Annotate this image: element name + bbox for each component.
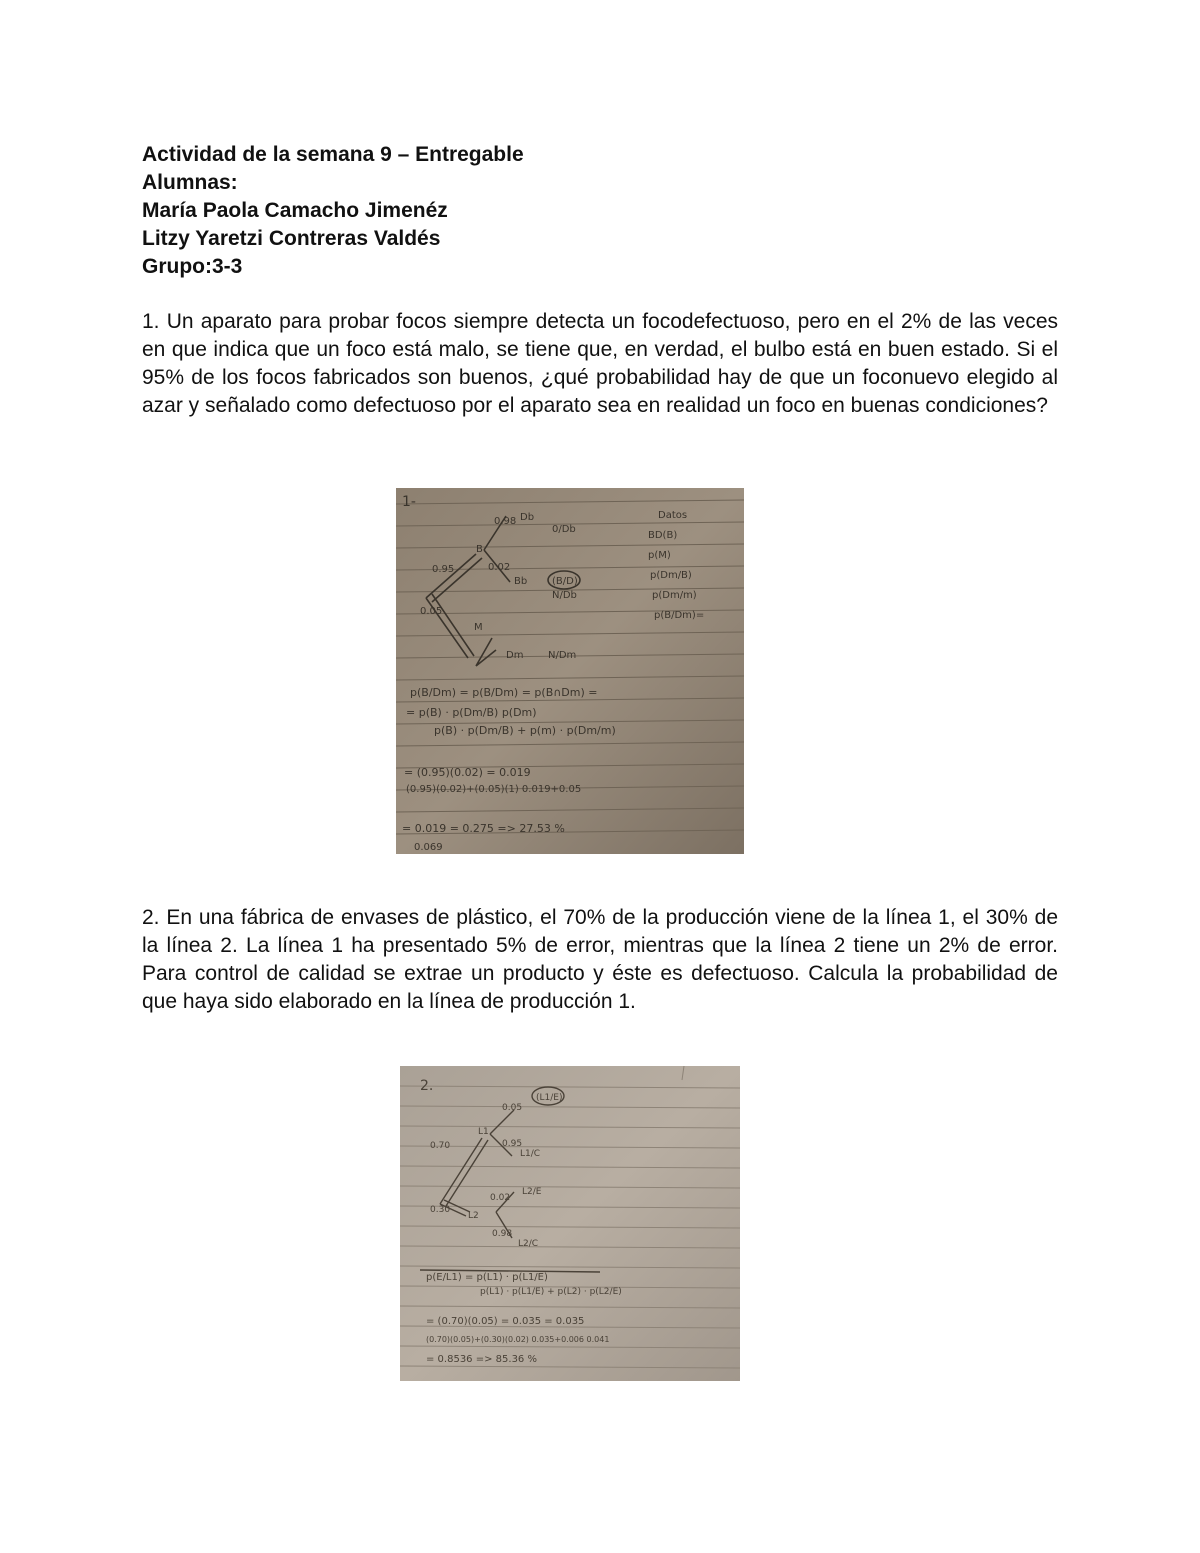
question-1-text: 1. Un aparato para probar focos siempre detecta un focodefectuoso, pero en el 2% de las veces en que indica que un foco está malo, se tiene que, en verdad, el bulbo está en buen estado. Si el 95% de los focos fabricados son buenos, ¿qué probabilidad hay de que un foconuevo elegido al azar y señalado como defectuoso por el aparato sea en realidad un foco en buenas condiciones? [142, 310, 1058, 417]
datos-line: p(Dm/B) [650, 570, 692, 581]
question-2-text: 2. En una fábrica de envases de plástico, el 70% de la producción viene de la línea 1, el 30% de la línea 2. La línea 1 ha presentado 5% de error, mientras que la línea 2 tiene un 2% de error. Para control de calidad se extrae un producto y éste es defectuoso. Calcula la probabilidad de que haya sido elaborado en la línea de producción 1. [142, 906, 1058, 1013]
equation-line: p(E/L1) = p(L1) · p(L1/E) [426, 1272, 548, 1283]
equation-line: = (0.70)(0.05) = 0.035 = 0.035 [426, 1316, 585, 1327]
equation-line: = p(B) · p(Dm/B) p(Dm) [406, 706, 537, 719]
tree-label: 0.05 [420, 606, 443, 617]
datos-line: p(Dm/m) [652, 590, 697, 601]
students-label: Alumnas: [142, 171, 238, 194]
equation-line: = 0.019 = 0.275 => 27.53 % [402, 822, 565, 835]
tree-label: 0.05 [502, 1103, 523, 1113]
tree-label: 0.02 [488, 562, 511, 573]
equation-line: = (0.95)(0.02) = 0.019 [404, 766, 531, 779]
datos-line: p(B/Dm)= [654, 610, 705, 621]
handwritten-solution-photo-1 [396, 488, 744, 854]
tree-label: L2/E [522, 1187, 542, 1197]
equation-line: (0.70)(0.05)+(0.30)(0.02) 0.035+0.006 0.041 [426, 1335, 610, 1344]
tree-label: B [476, 544, 483, 555]
document-header [142, 141, 1062, 281]
datos-line: BD(B) [648, 530, 678, 541]
tree-label: 0.98 [494, 516, 517, 527]
equation-line: (0.95)(0.02)+(0.05)(1) 0.019+0.05 [406, 784, 582, 795]
equation-line: p(L1) · p(L1/E) + p(L2) · p(L2/E) [480, 1287, 622, 1297]
group-label: Grupo:3-3 [142, 255, 243, 278]
tree-label: Dm [506, 650, 524, 661]
datos-line: Datos [658, 510, 688, 521]
tree-label: 0.30 [430, 1205, 451, 1215]
tree-label: N/Dm [548, 650, 577, 661]
tree-label: L1 [478, 1127, 489, 1137]
equation-line: p(B/Dm) = p(B/Dm) = p(B∩Dm) = [410, 686, 598, 699]
tree-label: 0.95 [432, 564, 455, 575]
student-name-1: María Paola Camacho Jimenéz [142, 199, 448, 222]
tree-label: M [474, 622, 483, 633]
tree-label: 0.98 [492, 1229, 513, 1239]
tree-label: Db [520, 512, 535, 523]
notebook-photo-2 [400, 1066, 740, 1381]
notebook-photo-1 [396, 488, 744, 854]
equation-line: = 0.8536 => 85.36 % [426, 1354, 537, 1365]
tree-label: L1/C [520, 1149, 541, 1159]
datos-line: p(M) [648, 550, 671, 561]
handwritten-solution-photo-2 [400, 1066, 740, 1381]
tree-label: (L1/E) [536, 1093, 563, 1103]
tree-label: L2 [468, 1211, 479, 1221]
tree-label: 0.70 [430, 1141, 451, 1151]
tree-label: 0.95 [502, 1139, 523, 1149]
photo-1-tag: 1- [402, 494, 416, 510]
photo-2-tag: 2. [420, 1078, 434, 1094]
tree-label: 0/Db [552, 524, 576, 535]
equation-line: p(B) · p(Dm/B) + p(m) · p(Dm/m) [434, 724, 616, 737]
tree-label: 0.02 [490, 1193, 511, 1203]
student-name-2: Litzy Yaretzi Contreras Valdés [142, 227, 441, 250]
document-title: Actividad de la semana 9 – Entregable [142, 143, 524, 166]
tree-label: Bb [514, 576, 528, 587]
tree-label: (B/D) [552, 576, 578, 587]
tree-label: N/Db [552, 590, 577, 601]
tree-label: L2/C [518, 1239, 539, 1249]
equation-line: 0.069 [414, 842, 443, 853]
